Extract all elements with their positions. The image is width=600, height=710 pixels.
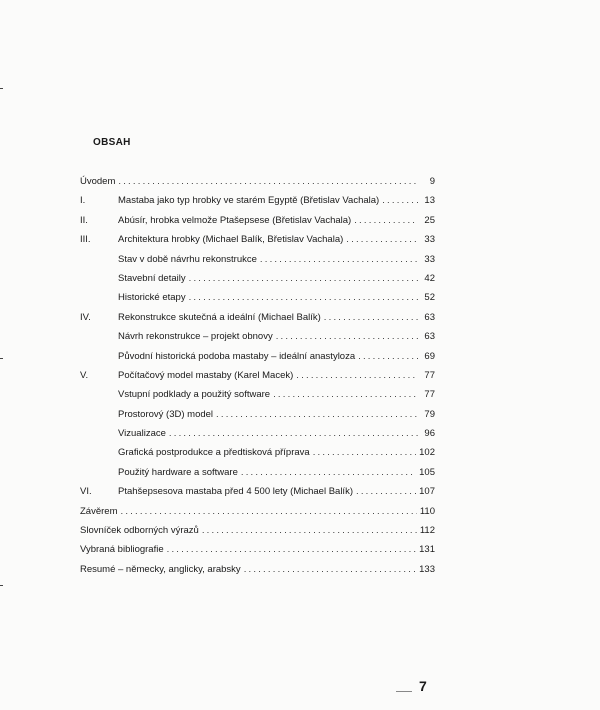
toc-entry-number: III.: [80, 234, 91, 246]
toc-entry-page: 77: [424, 369, 435, 381]
toc-entry: [80, 424, 435, 443]
toc-entry-page: 9: [429, 176, 435, 187]
toc-entry-page: 69: [424, 350, 435, 362]
dot-leader: [346, 230, 418, 249]
edge-mark: [0, 585, 3, 586]
toc-entry-page: 131: [419, 544, 435, 556]
toc-entry-title: Abúsír, hrobka velmože Ptašepsese (Břetislav Vachala): [118, 214, 352, 226]
toc-entry-page: 63: [424, 311, 435, 323]
toc-entry-title: Použitý hardware a software: [118, 466, 238, 478]
toc-entry: [80, 502, 435, 521]
toc-entry-page: 77: [424, 389, 435, 401]
dot-leader: [202, 521, 417, 540]
dot-leader: [354, 211, 418, 230]
toc-entry-page: 110: [419, 505, 435, 517]
toc-entry-title: Stavební detaily: [118, 272, 186, 284]
table-of-contents: [80, 172, 435, 579]
toc-entry: [80, 230, 435, 249]
toc-entry: [80, 560, 435, 579]
toc-entry-title: Rekonstrukce skutečná a ideální (Michael Balík): [118, 311, 321, 323]
toc-entry-title: Prostorový (3D) model: [118, 408, 214, 420]
toc-entry-title: Mastaba jako typ hrobky ve starém Egyptě (Břetislav Vachala): [118, 195, 380, 207]
toc-entry: [80, 211, 435, 230]
toc-entry-title: Návrh rekonstrukce – projekt obnovy: [118, 331, 273, 343]
toc-entry-page: 112: [419, 525, 435, 537]
toc-entry-title: Vstupní podklady a použitý software: [118, 389, 271, 401]
toc-entry-number: II.: [80, 214, 88, 226]
dot-leader: [241, 463, 416, 482]
dot-leader: [273, 385, 418, 404]
toc-entry: [80, 191, 435, 210]
toc-entry: [80, 385, 435, 404]
toc-entry-title: Počítačový model mastaby (Karel Macek): [118, 369, 294, 381]
toc-entry-page: 102: [419, 447, 435, 459]
toc-entry-page: 25: [424, 214, 435, 226]
page-number-dash: [396, 691, 412, 692]
toc-entry-title: Závěrem: [80, 505, 118, 517]
toc-entry: [80, 366, 435, 385]
toc-entry-title: Stav v době návrhu rekonstrukce: [118, 253, 257, 265]
toc-entry-title: Vybraná bibliografie: [80, 544, 164, 556]
toc-entry-title: Ptahšepsesova mastaba před 4 500 lety (Michael Balík): [118, 486, 353, 498]
toc-entry-title: Grafická postprodukce a předtisková příprava: [118, 447, 310, 459]
edge-mark: [0, 358, 3, 359]
page-number: 7: [419, 678, 427, 694]
toc-entry-number: I.: [80, 195, 86, 207]
toc-entry-title: Úvodem: [80, 176, 116, 187]
toc-entry: [80, 308, 435, 327]
dot-leader: [313, 443, 416, 462]
toc-entry: [80, 327, 435, 346]
toc-entry: [80, 405, 435, 424]
dot-leader: [118, 172, 418, 191]
toc-entry-number: IV.: [80, 311, 91, 323]
toc-entry-title: Vizualizace: [118, 428, 166, 440]
toc-entry: [80, 482, 435, 501]
dot-leader: [189, 288, 418, 307]
toc-entry-title: Slovníček odborných výrazů: [80, 525, 199, 537]
dot-leader: [216, 405, 418, 424]
toc-entry-page: 107: [419, 486, 435, 498]
dot-leader: [296, 366, 418, 385]
toc-entry-title: Resumé – německy, anglicky, arabsky: [80, 563, 241, 575]
toc-entry: [80, 521, 435, 540]
toc-entry-page: 33: [424, 253, 435, 265]
toc-entry-title: Architektura hrobky (Michael Balík, Břetislav Vachala): [118, 234, 344, 246]
toc-entry-page: 105: [419, 466, 435, 478]
dot-leader: [244, 560, 416, 579]
dot-leader: [169, 424, 418, 443]
toc-entry-page: 42: [424, 272, 435, 284]
toc-entry-page: 13: [424, 195, 435, 207]
dot-leader: [167, 540, 417, 559]
toc-entry: [80, 347, 435, 366]
edge-mark: [0, 88, 3, 89]
toc-entry-page: 52: [424, 292, 435, 304]
toc-heading: OBSAH: [93, 137, 131, 148]
dot-leader: [382, 191, 418, 210]
dot-leader: [276, 327, 418, 346]
toc-entry-page: 133: [419, 563, 435, 575]
toc-entry: [80, 288, 435, 307]
toc-entry-title: Původní historická podoba mastaby – ideální anastyloza: [118, 350, 356, 362]
dot-leader: [324, 308, 418, 327]
toc-entry: [80, 540, 435, 559]
toc-entry-number: VI.: [80, 486, 92, 498]
toc-entry-title: Historické etapy: [118, 292, 186, 304]
toc-entry: [80, 463, 435, 482]
toc-entry: [80, 269, 435, 288]
dot-leader: [260, 250, 418, 269]
dot-leader: [356, 482, 416, 501]
toc-entry: [80, 172, 435, 191]
toc-entry: [80, 443, 435, 462]
toc-entry: [80, 250, 435, 269]
dot-leader: [358, 347, 418, 366]
toc-entry-page: 96: [424, 428, 435, 440]
dot-leader: [120, 502, 416, 521]
toc-entry-number: V.: [80, 369, 89, 381]
toc-entry-page: 79: [424, 408, 435, 420]
toc-entry-page: 33: [424, 234, 435, 246]
toc-entry-page: 63: [424, 331, 435, 343]
dot-leader: [189, 269, 418, 288]
